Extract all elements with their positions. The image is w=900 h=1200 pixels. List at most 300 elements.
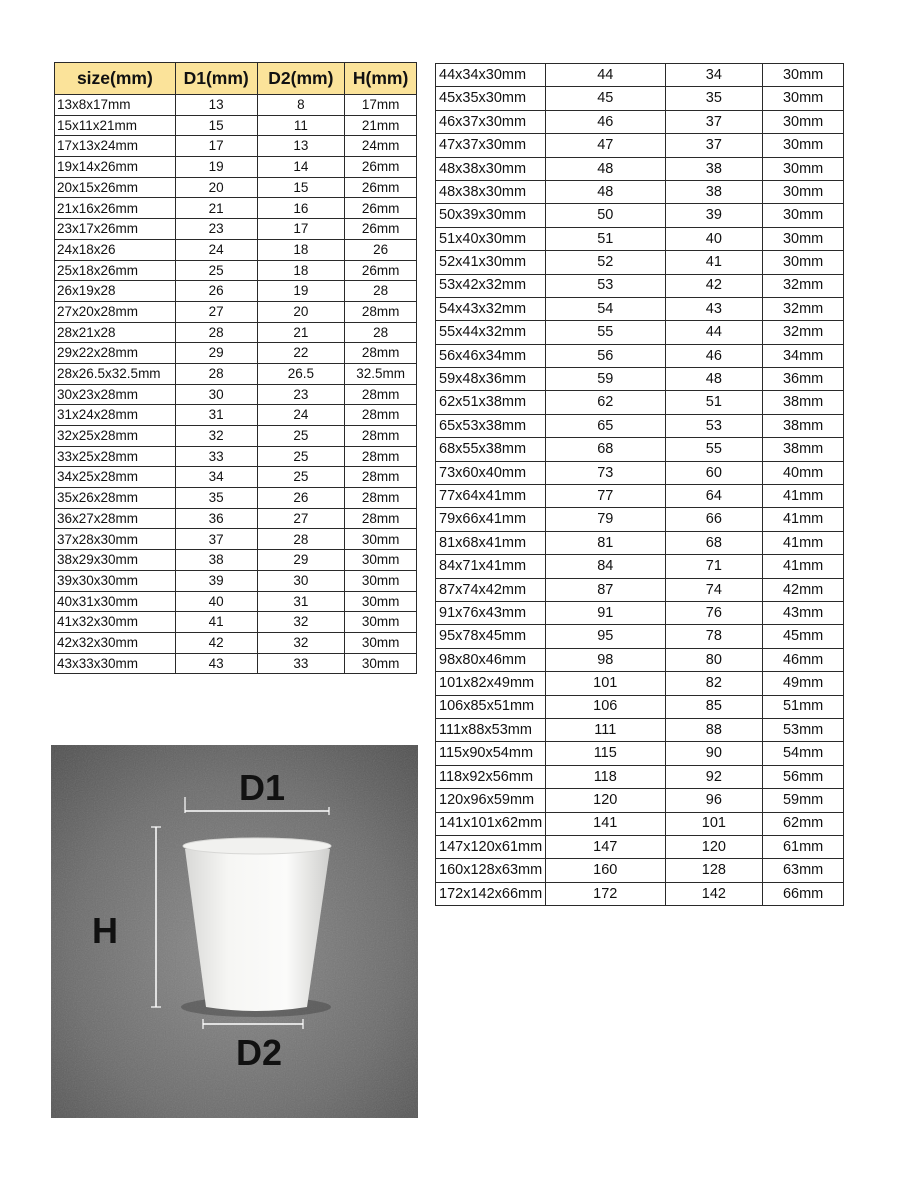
cell-d1: 73 <box>545 461 665 484</box>
cell-size: 111x88x53mm <box>436 718 546 741</box>
cell-d2: 53 <box>665 414 763 437</box>
header-d2: D2(mm) <box>257 63 345 95</box>
cell-d1: 141 <box>545 812 665 835</box>
cell-size: 81x68x41mm <box>436 531 546 554</box>
cell-d1: 37 <box>175 529 257 550</box>
cell-h: 51mm <box>763 695 844 718</box>
cell-d2: 64 <box>665 485 763 508</box>
cell-d1: 111 <box>545 718 665 741</box>
table-row <box>55 198 417 219</box>
cell-h: 30mm <box>345 632 417 653</box>
cell-size: 50x39x30mm <box>436 204 546 227</box>
cell-size: 120x96x59mm <box>436 789 546 812</box>
cell-h: 28mm <box>345 467 417 488</box>
cell-h: 46mm <box>763 648 844 671</box>
table-row <box>436 204 844 227</box>
table-row <box>55 343 417 364</box>
table-row <box>436 64 844 87</box>
cell-h: 63mm <box>763 859 844 882</box>
cell-d1: 42 <box>175 632 257 653</box>
cell-d2: 8 <box>257 95 345 116</box>
cell-size: 68x55x38mm <box>436 438 546 461</box>
cell-d2: 96 <box>665 789 763 812</box>
cell-d1: 36 <box>175 508 257 529</box>
cell-size: 35x26x28mm <box>55 488 176 509</box>
cell-d1: 91 <box>545 601 665 624</box>
cell-d2: 120 <box>665 835 763 858</box>
table-row <box>436 882 844 905</box>
cell-d1: 79 <box>545 508 665 531</box>
cell-d1: 33 <box>175 446 257 467</box>
cell-d2: 42 <box>665 274 763 297</box>
cell-size: 30x23x28mm <box>55 384 176 405</box>
cell-d2: 25 <box>257 426 345 447</box>
cell-d2: 13 <box>257 136 345 157</box>
cell-d1: 41 <box>175 612 257 633</box>
cell-h: 56mm <box>763 765 844 788</box>
label-h: H <box>92 910 118 951</box>
cell-d2: 43 <box>665 297 763 320</box>
cell-d2: 30 <box>257 570 345 591</box>
cell-d2: 80 <box>665 648 763 671</box>
cell-size: 34x25x28mm <box>55 467 176 488</box>
cell-d1: 21 <box>175 198 257 219</box>
cell-d1: 31 <box>175 405 257 426</box>
cell-h: 26mm <box>345 219 417 240</box>
cell-h: 36mm <box>763 368 844 391</box>
stopper-photo <box>51 745 418 1118</box>
cell-d2: 101 <box>665 812 763 835</box>
cell-d1: 55 <box>545 321 665 344</box>
cell-h: 40mm <box>763 461 844 484</box>
cell-d2: 68 <box>665 531 763 554</box>
label-d2: D2 <box>236 1032 283 1073</box>
cell-d1: 84 <box>545 555 665 578</box>
cell-size: 73x60x40mm <box>436 461 546 484</box>
table-row <box>55 322 417 343</box>
table-row <box>436 601 844 624</box>
table-row <box>55 632 417 653</box>
cell-d1: 47 <box>545 134 665 157</box>
cell-d1: 23 <box>175 219 257 240</box>
cell-size: 84x71x41mm <box>436 555 546 578</box>
cell-d1: 44 <box>545 64 665 87</box>
cell-d1: 13 <box>175 95 257 116</box>
cell-size: 39x30x30mm <box>55 570 176 591</box>
table-row <box>55 550 417 571</box>
table-row <box>55 405 417 426</box>
table-row <box>436 134 844 157</box>
cell-d2: 29 <box>257 550 345 571</box>
cell-d1: 43 <box>175 653 257 674</box>
cell-size: 24x18x26 <box>55 239 176 260</box>
cell-size: 91x76x43mm <box>436 601 546 624</box>
cell-d1: 30 <box>175 384 257 405</box>
cell-h: 30mm <box>345 570 417 591</box>
table-row <box>55 219 417 240</box>
cell-size: 45x35x30mm <box>436 87 546 110</box>
cell-size: 59x48x36mm <box>436 368 546 391</box>
cell-h: 26 <box>345 239 417 260</box>
cell-d2: 35 <box>665 87 763 110</box>
cell-d1: 48 <box>545 180 665 203</box>
cell-d2: 74 <box>665 578 763 601</box>
cell-d2: 37 <box>665 110 763 133</box>
cell-h: 41mm <box>763 508 844 531</box>
cell-size: 48x38x30mm <box>436 157 546 180</box>
cell-d1: 38 <box>175 550 257 571</box>
table-row <box>55 260 417 281</box>
cell-d2: 44 <box>665 321 763 344</box>
cell-d2: 128 <box>665 859 763 882</box>
table-row <box>436 555 844 578</box>
cell-size: 115x90x54mm <box>436 742 546 765</box>
header-size: size(mm) <box>55 63 176 95</box>
table-row <box>436 110 844 133</box>
table-row <box>436 508 844 531</box>
cell-size: 147x120x61mm <box>436 835 546 858</box>
table-row <box>436 835 844 858</box>
cell-size: 48x38x30mm <box>436 180 546 203</box>
cell-d1: 101 <box>545 672 665 695</box>
cell-size: 19x14x26mm <box>55 157 176 178</box>
cell-size: 38x29x30mm <box>55 550 176 571</box>
cell-d2: 17 <box>257 219 345 240</box>
cell-d1: 35 <box>175 488 257 509</box>
cell-d2: 38 <box>665 180 763 203</box>
cell-h: 38mm <box>763 414 844 437</box>
table-row <box>55 488 417 509</box>
cell-h: 26mm <box>345 157 417 178</box>
table-row <box>55 301 417 322</box>
cell-d2: 21 <box>257 322 345 343</box>
cell-d2: 51 <box>665 391 763 414</box>
table-row <box>55 467 417 488</box>
table-row <box>55 426 417 447</box>
cell-d1: 24 <box>175 239 257 260</box>
cell-d2: 16 <box>257 198 345 219</box>
cell-d1: 29 <box>175 343 257 364</box>
table-row <box>436 742 844 765</box>
cell-d2: 27 <box>257 508 345 529</box>
table-row <box>55 612 417 633</box>
cell-h: 41mm <box>763 531 844 554</box>
cell-h: 28mm <box>345 301 417 322</box>
cell-d1: 40 <box>175 591 257 612</box>
cell-size: 141x101x62mm <box>436 812 546 835</box>
cell-h: 26mm <box>345 260 417 281</box>
cell-h: 43mm <box>763 601 844 624</box>
cell-h: 66mm <box>763 882 844 905</box>
cell-h: 30mm <box>345 612 417 633</box>
cell-size: 23x17x26mm <box>55 219 176 240</box>
cell-h: 32mm <box>763 297 844 320</box>
table-row <box>55 95 417 116</box>
cell-h: 30mm <box>763 157 844 180</box>
cell-size: 25x18x26mm <box>55 260 176 281</box>
cell-h: 30mm <box>763 227 844 250</box>
cell-h: 28 <box>345 322 417 343</box>
cell-h: 32mm <box>763 274 844 297</box>
cell-h: 17mm <box>345 95 417 116</box>
cell-d2: 33 <box>257 653 345 674</box>
cell-d1: 95 <box>545 625 665 648</box>
cell-d1: 28 <box>175 322 257 343</box>
stopper-top <box>183 838 331 854</box>
cell-size: 98x80x46mm <box>436 648 546 671</box>
cell-h: 30mm <box>763 110 844 133</box>
cell-d2: 60 <box>665 461 763 484</box>
cell-size: 43x33x30mm <box>55 653 176 674</box>
cell-d1: 65 <box>545 414 665 437</box>
cell-d1: 147 <box>545 835 665 858</box>
cell-d1: 120 <box>545 789 665 812</box>
cell-h: 28mm <box>345 446 417 467</box>
cell-size: 13x8x17mm <box>55 95 176 116</box>
cell-d1: 115 <box>545 742 665 765</box>
cell-d2: 11 <box>257 115 345 136</box>
cell-h: 28mm <box>345 405 417 426</box>
cell-h: 42mm <box>763 578 844 601</box>
table-row <box>436 274 844 297</box>
cell-h: 59mm <box>763 789 844 812</box>
cell-d2: 28 <box>257 529 345 550</box>
cell-h: 61mm <box>763 835 844 858</box>
cell-h: 30mm <box>763 251 844 274</box>
cell-d1: 51 <box>545 227 665 250</box>
table-row <box>436 180 844 203</box>
cell-h: 28 <box>345 281 417 302</box>
table-header-row <box>55 63 417 95</box>
cell-h: 30mm <box>345 550 417 571</box>
cell-h: 30mm <box>763 180 844 203</box>
cell-h: 28mm <box>345 384 417 405</box>
cell-d2: 31 <box>257 591 345 612</box>
cell-d1: 98 <box>545 648 665 671</box>
table-row <box>55 136 417 157</box>
cell-d1: 160 <box>545 859 665 882</box>
cell-d2: 14 <box>257 157 345 178</box>
cell-d2: 18 <box>257 239 345 260</box>
cell-d2: 26 <box>257 488 345 509</box>
cell-d1: 48 <box>545 157 665 180</box>
table-row <box>436 414 844 437</box>
table-row <box>436 391 844 414</box>
table-row <box>55 115 417 136</box>
cell-size: 160x128x63mm <box>436 859 546 882</box>
cell-d2: 23 <box>257 384 345 405</box>
cell-size: 20x15x26mm <box>55 177 176 198</box>
cell-h: 32.5mm <box>345 363 417 384</box>
table-row <box>55 653 417 674</box>
table-row <box>436 87 844 110</box>
cell-d2: 55 <box>665 438 763 461</box>
cell-d2: 85 <box>665 695 763 718</box>
cell-size: 41x32x30mm <box>55 612 176 633</box>
cell-d1: 81 <box>545 531 665 554</box>
cell-size: 172x142x66mm <box>436 882 546 905</box>
table-row <box>55 529 417 550</box>
cell-size: 32x25x28mm <box>55 426 176 447</box>
cell-h: 32mm <box>763 321 844 344</box>
cell-size: 65x53x38mm <box>436 414 546 437</box>
cell-d2: 40 <box>665 227 763 250</box>
cell-h: 28mm <box>345 508 417 529</box>
table-row <box>436 344 844 367</box>
cell-size: 101x82x49mm <box>436 672 546 695</box>
cell-size: 106x85x51mm <box>436 695 546 718</box>
cell-size: 53x42x32mm <box>436 274 546 297</box>
cell-size: 52x41x30mm <box>436 251 546 274</box>
cell-d2: 24 <box>257 405 345 426</box>
cell-h: 62mm <box>763 812 844 835</box>
cell-size: 26x19x28 <box>55 281 176 302</box>
cell-d2: 78 <box>665 625 763 648</box>
cell-d2: 22 <box>257 343 345 364</box>
cell-h: 28mm <box>345 488 417 509</box>
table-row <box>436 789 844 812</box>
table-row <box>55 570 417 591</box>
cell-d2: 32 <box>257 612 345 633</box>
cell-size: 55x44x32mm <box>436 321 546 344</box>
cell-d1: 32 <box>175 426 257 447</box>
table-row <box>55 508 417 529</box>
cell-d1: 172 <box>545 882 665 905</box>
cell-size: 21x16x26mm <box>55 198 176 219</box>
cell-d2: 25 <box>257 446 345 467</box>
cell-d1: 77 <box>545 485 665 508</box>
cell-size: 54x43x32mm <box>436 297 546 320</box>
cell-d2: 88 <box>665 718 763 741</box>
table-row <box>55 384 417 405</box>
cell-size: 56x46x34mm <box>436 344 546 367</box>
cell-d2: 92 <box>665 765 763 788</box>
cell-d2: 48 <box>665 368 763 391</box>
cell-d1: 59 <box>545 368 665 391</box>
cell-h: 41mm <box>763 555 844 578</box>
cell-d2: 39 <box>665 204 763 227</box>
cell-h: 30mm <box>763 134 844 157</box>
cell-d2: 19 <box>257 281 345 302</box>
cell-size: 62x51x38mm <box>436 391 546 414</box>
header-d1: D1(mm) <box>175 63 257 95</box>
table-row <box>436 485 844 508</box>
cell-d2: 90 <box>665 742 763 765</box>
cell-d1: 56 <box>545 344 665 367</box>
cell-d1: 52 <box>545 251 665 274</box>
cell-d2: 25 <box>257 467 345 488</box>
cell-d1: 15 <box>175 115 257 136</box>
table-row <box>436 461 844 484</box>
cell-size: 33x25x28mm <box>55 446 176 467</box>
table-row <box>436 438 844 461</box>
cell-h: 41mm <box>763 485 844 508</box>
cell-d1: 87 <box>545 578 665 601</box>
table-row <box>436 157 844 180</box>
table-row <box>436 321 844 344</box>
table-row <box>436 648 844 671</box>
cell-h: 30mm <box>345 591 417 612</box>
stopper-body <box>185 849 330 1011</box>
table-row <box>55 157 417 178</box>
cell-size: 17x13x24mm <box>55 136 176 157</box>
table-row <box>436 531 844 554</box>
size-table-left <box>54 62 417 674</box>
table-row <box>436 695 844 718</box>
cell-d1: 68 <box>545 438 665 461</box>
table-row <box>436 625 844 648</box>
table-row <box>55 281 417 302</box>
cell-d2: 26.5 <box>257 363 345 384</box>
cell-d1: 106 <box>545 695 665 718</box>
cell-d2: 82 <box>665 672 763 695</box>
cell-size: 15x11x21mm <box>55 115 176 136</box>
cell-d2: 76 <box>665 601 763 624</box>
table-row <box>55 446 417 467</box>
table-row <box>55 591 417 612</box>
cell-d2: 38 <box>665 157 763 180</box>
cell-h: 54mm <box>763 742 844 765</box>
cell-d2: 15 <box>257 177 345 198</box>
table-row <box>436 368 844 391</box>
cell-d1: 26 <box>175 281 257 302</box>
table-row <box>55 239 417 260</box>
header-h: H(mm) <box>345 63 417 95</box>
cell-size: 31x24x28mm <box>55 405 176 426</box>
cell-h: 24mm <box>345 136 417 157</box>
table-row <box>436 718 844 741</box>
cell-d2: 142 <box>665 882 763 905</box>
cell-size: 29x22x28mm <box>55 343 176 364</box>
cell-size: 36x27x28mm <box>55 508 176 529</box>
cell-d2: 37 <box>665 134 763 157</box>
cell-d1: 54 <box>545 297 665 320</box>
cell-d1: 62 <box>545 391 665 414</box>
cell-size: 28x21x28 <box>55 322 176 343</box>
cell-h: 30mm <box>345 653 417 674</box>
cell-d1: 27 <box>175 301 257 322</box>
cell-h: 21mm <box>345 115 417 136</box>
cell-d2: 20 <box>257 301 345 322</box>
cell-d2: 46 <box>665 344 763 367</box>
cell-h: 26mm <box>345 177 417 198</box>
table-row <box>436 672 844 695</box>
cell-h: 28mm <box>345 343 417 364</box>
cell-d2: 71 <box>665 555 763 578</box>
cell-d1: 46 <box>545 110 665 133</box>
cell-size: 44x34x30mm <box>436 64 546 87</box>
table-row <box>436 227 844 250</box>
cell-d2: 18 <box>257 260 345 281</box>
cell-h: 34mm <box>763 344 844 367</box>
cell-d1: 53 <box>545 274 665 297</box>
table-row <box>436 297 844 320</box>
cell-size: 51x40x30mm <box>436 227 546 250</box>
cell-h: 38mm <box>763 438 844 461</box>
cell-h: 30mm <box>345 529 417 550</box>
cell-h: 28mm <box>345 426 417 447</box>
cell-size: 77x64x41mm <box>436 485 546 508</box>
cell-size: 27x20x28mm <box>55 301 176 322</box>
table-row <box>55 363 417 384</box>
cell-d1: 39 <box>175 570 257 591</box>
cell-d1: 45 <box>545 87 665 110</box>
cell-d1: 50 <box>545 204 665 227</box>
cell-d1: 17 <box>175 136 257 157</box>
table-row <box>436 578 844 601</box>
label-d1: D1 <box>239 767 286 808</box>
cell-h: 38mm <box>763 391 844 414</box>
